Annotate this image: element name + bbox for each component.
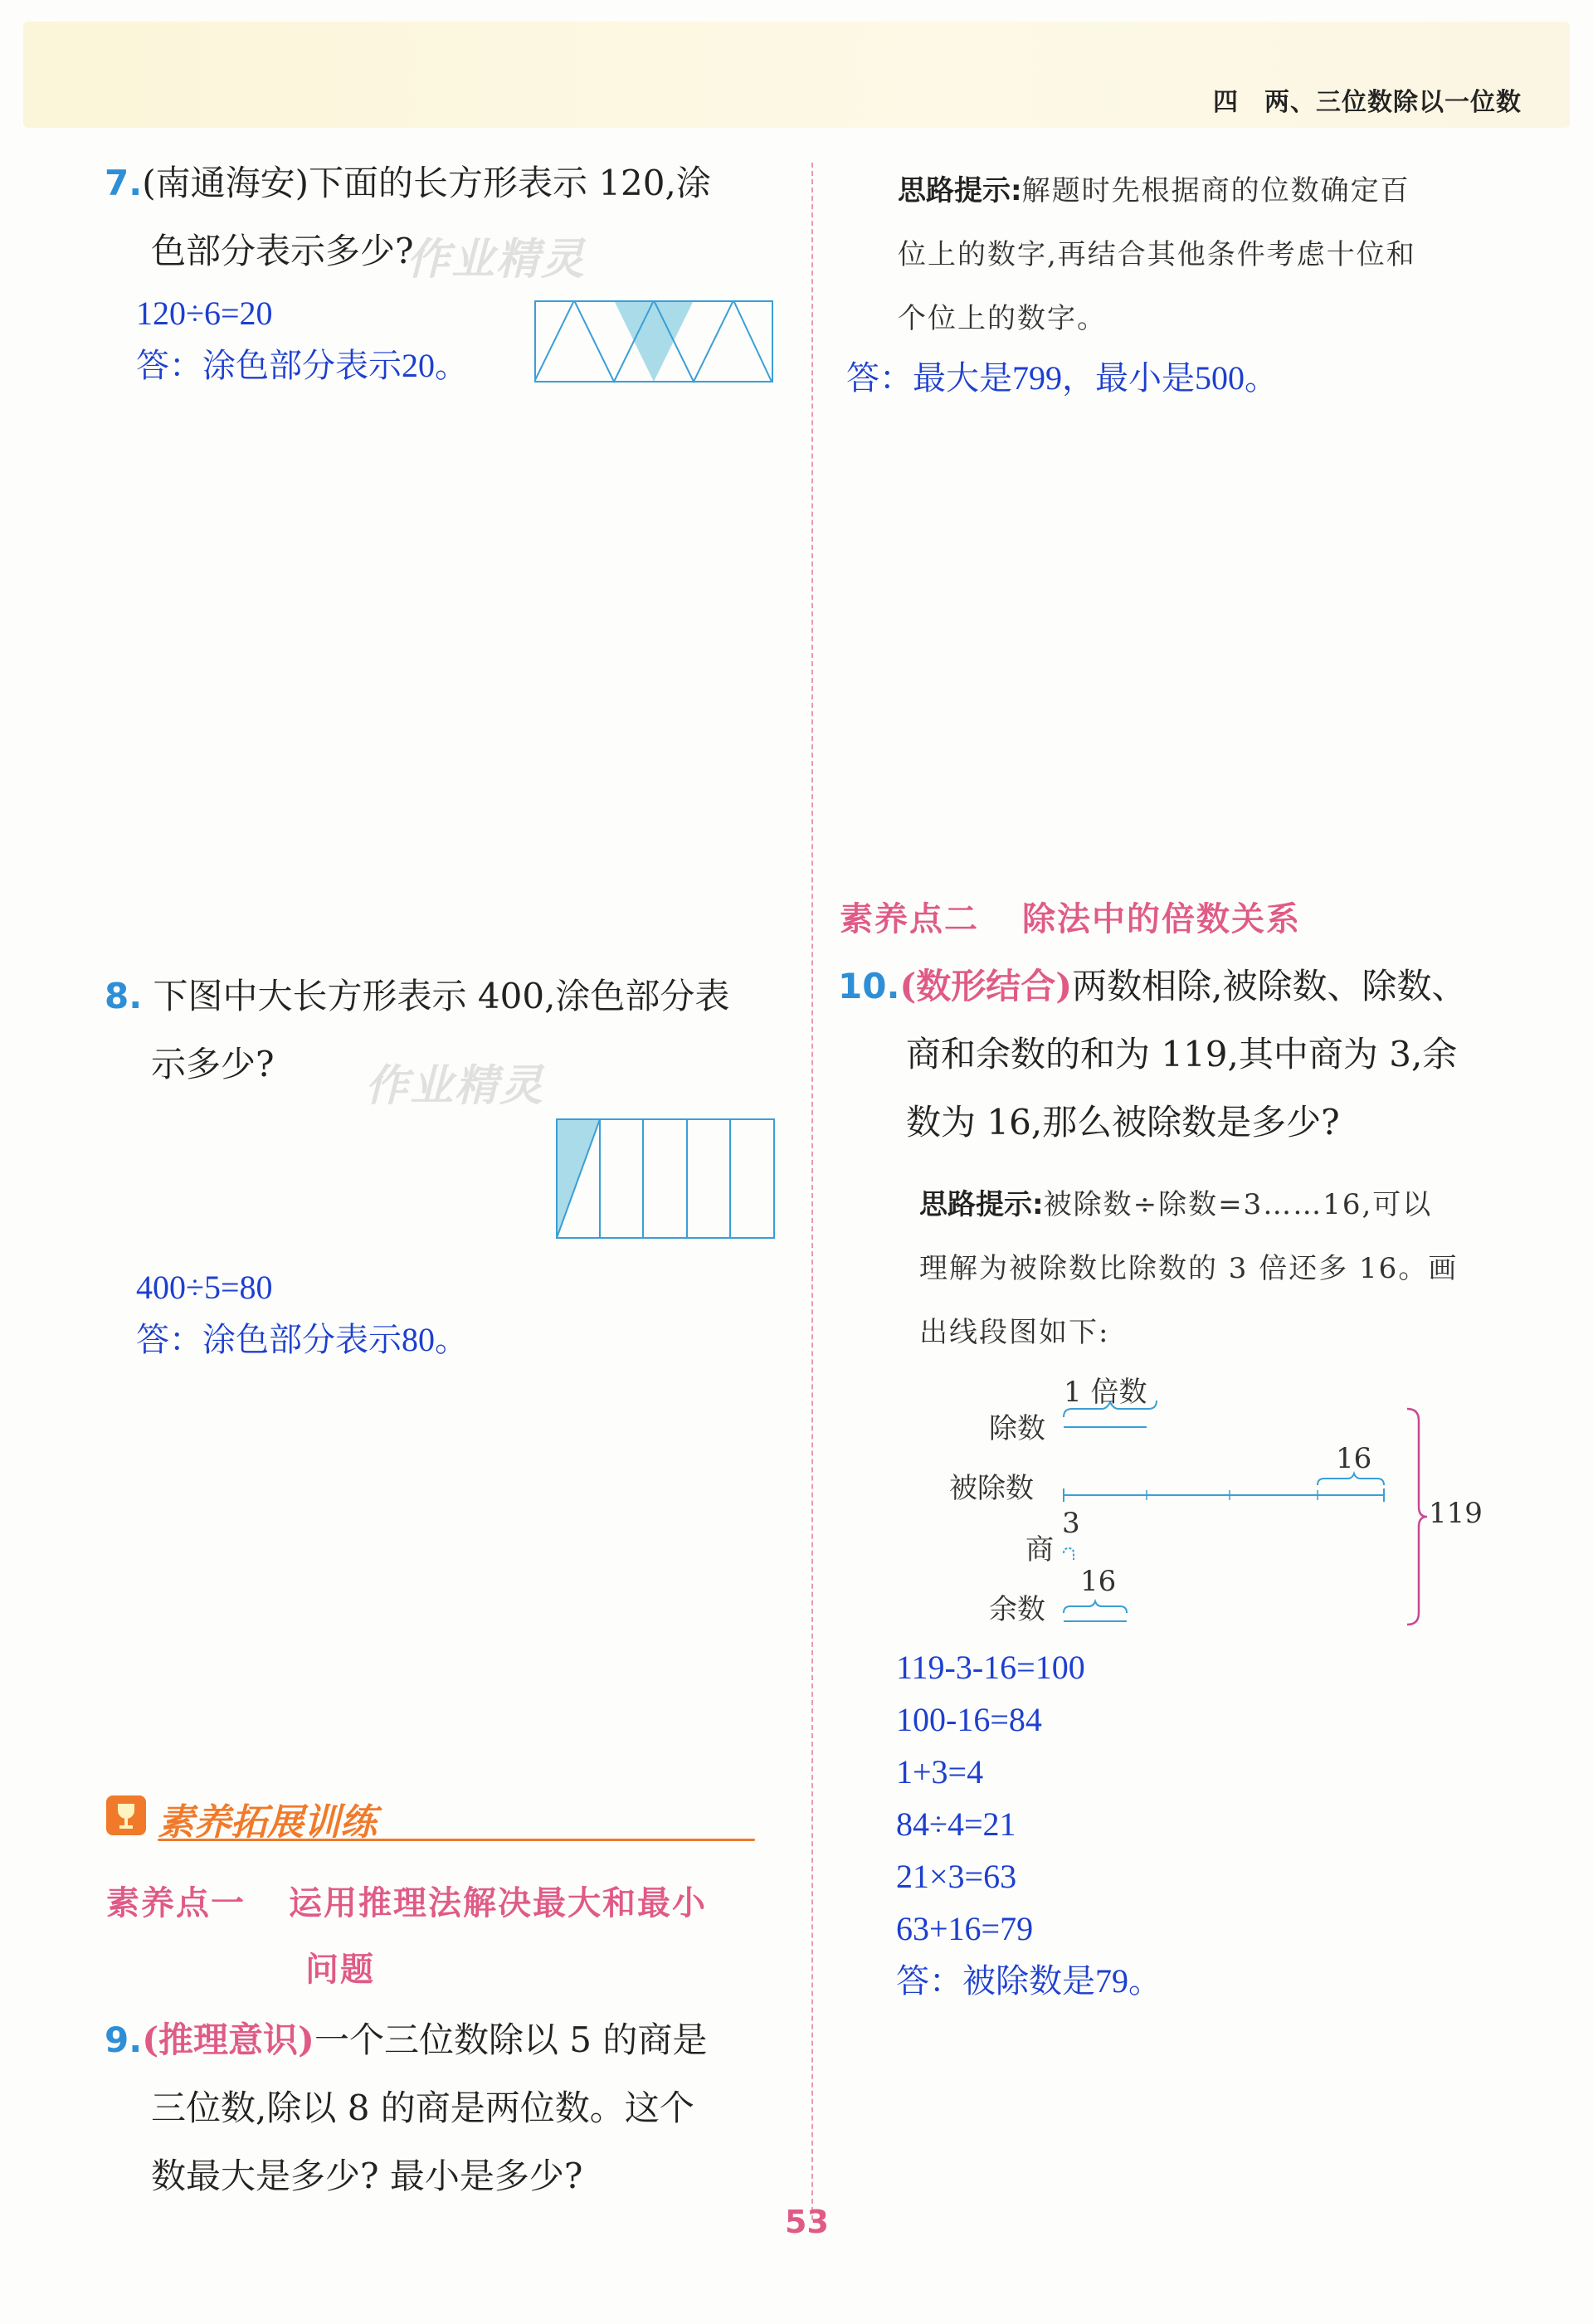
- answer-line: 119-3-16=100: [896, 1649, 1085, 1686]
- hint-text: 被除数÷除数=3……16,可以: [1043, 1188, 1433, 1221]
- line-segment-diagram: [946, 1369, 1527, 1635]
- quotient-mark: [1064, 1548, 1074, 1560]
- answer-line: 84÷4=21: [896, 1805, 1016, 1843]
- answer-line: 答：涂色部分表示20。: [136, 347, 468, 384]
- hint-text: 位上的数字,再结合其他条件考虑十位和: [898, 238, 1416, 271]
- answer-line: 答：被除数是79。: [896, 1962, 1162, 2000]
- question-text: 两数相除,被除数、除数、: [1072, 966, 1467, 1006]
- question-text: 数为 16,那么被除数是多少?: [906, 1102, 1340, 1143]
- answer-line: 100-16=84: [896, 1701, 1042, 1738]
- question-9: [105, 2006, 707, 2210]
- answer-block: [896, 1641, 1162, 2007]
- trophy-icon: [106, 1795, 146, 1835]
- answer-line: 答：涂色部分表示80。: [136, 1321, 468, 1358]
- hint-text: 解题时先根据商的位数确定百: [1021, 174, 1410, 207]
- question-text: 三位数,除以 8 的商是两位数。这个: [151, 2088, 694, 2128]
- total-label: 119: [1429, 1497, 1483, 1530]
- section-title: 运用推理法解决最大和最小: [289, 1884, 707, 1922]
- triangle-rectangle-figure: [534, 300, 773, 383]
- question-number: 9.: [105, 2019, 143, 2060]
- hint-text: 出线段图如下:: [919, 1316, 1110, 1349]
- one-times-label: 1 倍数: [1064, 1376, 1147, 1409]
- shaded-triangle: [614, 300, 694, 382]
- section-label: 素养点二: [840, 900, 979, 938]
- hint-block: [898, 159, 1512, 351]
- watermark: 作业精灵: [365, 1061, 545, 1111]
- remainder-brace: [1064, 1601, 1127, 1613]
- question-number: 8.: [105, 976, 143, 1016]
- extension-training-banner: [106, 1792, 770, 1844]
- question-skill-tag: (数形结合): [899, 966, 1073, 1006]
- answer-block: [136, 287, 468, 392]
- answer-line: 1+3=4: [896, 1753, 984, 1791]
- hint-text: 理解为被除数比除数的 3 倍还多 16。画: [919, 1252, 1459, 1285]
- question-text: 下面的长方形表示 120,涂: [308, 163, 711, 203]
- question-text: 色部分表示多少?: [151, 231, 414, 271]
- section-label: 素养点一: [106, 1884, 246, 1922]
- answer-line: 答：最大是799，最小是500。: [846, 359, 1278, 397]
- answer-block: [136, 1261, 468, 1366]
- question-text: 一个三位数除以 5 的商是: [314, 2019, 708, 2060]
- question-skill-tag: (推理意识): [142, 2019, 314, 2060]
- question-number: 7.: [105, 163, 143, 203]
- section-title-cont: 问题: [305, 1951, 375, 1989]
- hint-text: 个位上的数字。: [898, 302, 1107, 335]
- question-text: 商和余数的和为 119,其中商为 3,余: [906, 1034, 1458, 1074]
- answer-line: 120÷6=20: [136, 295, 273, 332]
- chapter-title: 四 两、三位数除以一位数: [1213, 88, 1522, 117]
- five-part-rectangle-figure: [556, 1118, 775, 1240]
- dividend-extra-label: 16: [1336, 1442, 1372, 1475]
- question-text: 数最大是多少? 最小是多少?: [151, 2156, 583, 2196]
- row-label-dividend: 被除数: [949, 1472, 1034, 1505]
- answer-line: 63+16=79: [896, 1910, 1034, 1947]
- row-label-quotient: 商: [1025, 1533, 1054, 1566]
- remainder-label: 16: [1080, 1565, 1117, 1598]
- watermark: 作业精灵: [407, 235, 587, 285]
- page-number: 53: [785, 2204, 829, 2240]
- question-text: 示多少?: [151, 1044, 275, 1084]
- section-title: 除法中的倍数关系: [1022, 900, 1301, 938]
- question-number: 10.: [838, 966, 900, 1006]
- dividend-extra-brace: [1318, 1474, 1384, 1485]
- question-10: [838, 952, 1467, 1157]
- total-brace: [1407, 1409, 1427, 1625]
- column-divider: [811, 163, 813, 2220]
- hint-block: [919, 1173, 1517, 1365]
- section-point-1: [106, 1877, 707, 1924]
- answer-line: 21×3=63: [896, 1858, 1017, 1895]
- answer-line: 400÷5=80: [136, 1269, 273, 1306]
- banner-underline: [158, 1839, 755, 1841]
- hint-label: 思路提示:: [919, 1188, 1044, 1221]
- question-text: 下图中大长方形表示 400,涂色部分表: [153, 976, 730, 1016]
- row-label-remainder: 余数: [989, 1593, 1045, 1626]
- hint-label: 思路提示:: [898, 174, 1022, 207]
- section-point-2: [840, 893, 1301, 940]
- row-label-divisor: 除数: [989, 1412, 1045, 1445]
- quotient-label: 3: [1062, 1507, 1080, 1540]
- question-source-tag: (南通海安): [142, 163, 309, 203]
- banner-title: 素养拓展训练: [158, 1801, 377, 1844]
